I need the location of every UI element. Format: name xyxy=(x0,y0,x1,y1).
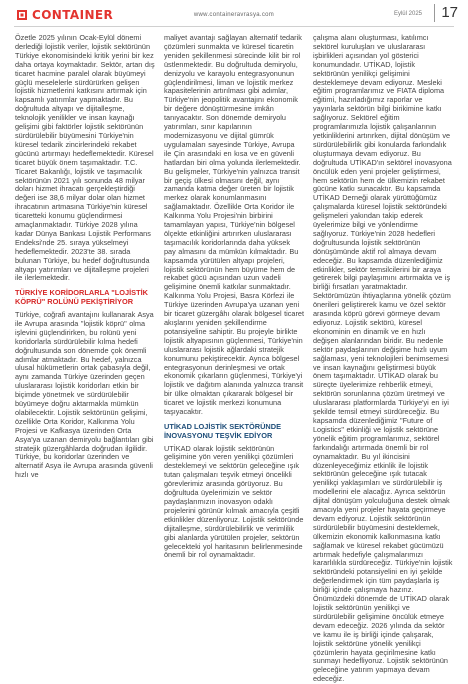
column-3 xyxy=(313,33,453,684)
header-divider xyxy=(14,26,454,27)
paragraph: maliyet avantajı sağlayan alternatif tedarik çözümleri sunmakta ve küresel ticaretin yeniden şekillenmesi sürecinde kilit bir rol üstlenmektedir. Bu doğrultuda demiryolu, denizyolu ve karayolu entegrasyonunun güçlendirilmesi, liman ve lojistik merkez kapasitelerinin artırılması gibi adımlar, Türkiye'nin jeopolitik avantajını ekonomik bir değere dönüştürmesine imkân tanıyacaktır. Son dönemde demiryolu yatırımları, sınır kapılarının modernizasyonu ve dijital gümrük uygulamaları sayesinde Türkiye, Avrupa ile Çin arasındaki en kısa ve en güvenli hatlardan biri olma yolunda ilerlemektedir. Bu gelişmeler, Türkiye'nin yalnızca transit bir geçiş ülkesi olmasını değil, aynı zamanda katma değer üreten bir lojistik merkez olarak konumlanmasını sağlamaktadır. Özellikle Orta Koridor ile Kalkınma Yolu Projesi'nin birbirini tamamlayan yapısı, Türkiye'nin bölgesel ölçekte etkinliğini artırırken uluslararası taşımacılık koridorlarında daha yüksek pay almasını da mümkün kılmaktadır. Bu kapsamda yürütülen altyapı projeleri, lojistik sektörünün hem büyüme hem de rekabet gücü açısından uzun vadeli gelişimine önemli katkılar sunmaktadır. Kalkınma Yolu Projesi, Basra Körfezi ile Türkiye üzerinden Avrupa'ya uzanan yeni bir ticaret güzergâhı olarak bölgesel ticaret akışlarını yeniden şekillendirme potansiyeline sahiptir. Bu projeyle birlikte lojistik altyapısının güçlenmesi, Türkiye'nin uluslararası lojistik ağlardaki stratejik konumunu pekiştirecektir. Ayrıca bölgesel entegrasyonun derinleşmesi ve ortak ekonomik çıkarların güçlenmesi, Türkiye'yi lojistik ve dağıtım alanında yalnızca transit bir ülke olmaktan çıkararak bölgesel bir ticaret ve lojistik merkezi konumuna taşıyacaktır. xyxy=(164,33,304,417)
section-heading: UTİKAD LOJİSTİK SEKTÖRÜNDE İNOVASYONU TEŞVİK EDİYOR xyxy=(164,421,282,440)
page-number: 17 xyxy=(434,4,458,22)
issue-date: Eylül 2025 xyxy=(393,11,422,17)
brand-name: CONTAINER xyxy=(32,8,114,22)
column-2 xyxy=(164,34,304,644)
paragraph: Özetle 2025 yılının Ocak-Eylül dönemi derlediği lojistik veriler, lojistik sektörünün Türkiye ekonomisindeki kritik yerini bir kez daha ortaya koymaktadır. Sektör, artan dış ticaret hacmine paralel olarak büyümeyi güçlü meselelerle sürdürürken gelişen lojistik hizmetlerini katkısını artırmak için kapsamlı yatırımlar yapmaktadır. Bu doğrultuda altyapı ve dijitalleşme, teknolojik yenilikler ve insan kaynağı gelişimi gibi faktörler lojistik sektörünün sürdürülebilir büyümesini Türkiye'nin küresel tedarik zincirlerindeki rekabet gücünü artırmayı hedeflemektedir. Küresel ticaret büyük önem taşımaktadır. T.C. Ticaret Bakanlığı, lojistik ve taşımacılık sektörünün 2021 yılı sonunda 48 milyar doları hizmet ihracatı gerçekleştirdiği değeri ise 38,6 milyar dolar olan hizmet ihracatının artmasına Türkiye'nin küresel ticaretteki konumu güçlendirmesi amaçlanmaktadır. Türkiye 2028 yılına kadar Dünya Bankası Lojistik Performans Endeksi'nde 25. sıraya yükselmeyi hedeflemektedir. 2023'te 38. sırada bulunan Türkiye, bu hedef doğrultusunda altyapı yatırımları ve dijitalleşme projeleri ile ilerlemektedir. xyxy=(15,33,155,283)
paragraph: Türkiye, coğrafi avantajını kullanarak Asya ile Avrupa arasında "lojistik köprü" olma işlevini güçlendirirken, bu rolünü yeni koridorlarla sürdürülebilir kılma hedefi doğrultusunda son dönemde çok önemli adımlar atmaktadır. Bu hedef, yalnızca ulusal hükümetlerin ortak çabasıyla değil, aynı zamanda Türkiye üzerinden geçen uluslararası lojistik koridorları etkin bir biçimde yönetmek ve sürdürülebilir büyümeye doğru aktarmakla mümkün olabilecektir. Lojistik sektörünün gelişimi, özellikle Orta Koridor, Kalkınma Yolu Projesi ve Kafkasya üzerinden Orta Asya'ya uzanan demiryolu bağlantıları gibi stratejik güzergâhlarda doğrudan ilgilidir. Türkiye, bu koridorlar üzerinden ve alternatif Asya ile Avrupa arasında güvenli hızlı ve xyxy=(15,309,154,480)
article-body xyxy=(15,33,453,684)
paragraph: çalışma alanı oluşturması, katılımcı sektörel kuruluşları ve uluslararası işbirlikleri açısından yol gösterici konumundadır. UTİKAD, lojistik sektörünün yenilikçi gelişimini desteklemeye devam ediyoruz. Mesleki eğitim programlarımız ve FIATA diploma eğitimi, hazırladığımız raporlar ve yayınlarla sektörün bilgi birikimine katkı sağlıyoruz. Sektörel eğitim programlarımızla lojistik çalışanlarının yetkinliklerini artırırken, dijital dönüşüm ve sürdürülebilirlik gibi konularda farkındalık oluşturmaya devam ediyoruz. Bu doğrultuda UTİKAD'ın sektörel inovasyona öncülük eden yeni projeler geliştirmesi, hem sektörün hem de ülkemizin rekabet gücüne katkı sunacaktır. Bu kapsamda UTİKAD Derneği olarak yürüttüğümüz çalışmalarda küresel lojistik sektöründeki gelişmeleri yakından takip ederek üyelerimize bilgi ve yönlendirme sağlıyoruz. Türkiye'nin 2028 hedefleri doğrultusunda lojistik sektörünün dönüşümünde aktif rol almaya devam edeceğiz. Bu kapsamda düzenlediğimiz etkinlikler, sektör temsilcilerini bir araya getirerek bilgi paylaşımını artırmakta ve iş birliği fırsatları yaratmaktadır. Sektörümüzün ihtiyaçlarına yönelik çözüm önerileri geliştirerek kamu ve özel sektör arasında köprü görevi görmeye devam ediyoruz. Lojistik sektörü, küresel ekonominin en dinamik ve en hızlı değişen alanlarından biridir. Bu nedenle sektör paydaşlarının değişime hızlı uyum sağlaması, yeni teknolojileri benimsemesi ve insan kaynağını geliştirmesi büyük önem taşımaktadır. UTİKAD olarak bu süreçte üyelerimize rehberlik etmeyi, sektörün sorunlarına çözüm üretmeyi ve uluslararası platformlarda Türkiye'yi en iyi şekilde temsil etmeyi sürdüreceğiz. Bu kapsamda düzenlediğimiz "Future of Logistics" etkinliği ve lojistik sektörüne yönelik eğitim programlarımız, sektörel farkındalığı artırmada önemli bir rol oynamaktadır. Bu yıl ikincisini düzenleyeceğimiz etkinlik ile lojistik sektörünün geleceğine ışık tutacak yenilikçi yaklaşımları ve sürdürülebilir iş modellerini ele alacağız. Ayrıca sektörün dijital dönüşüm yolculuğuna destek olmak amacıyla yeni projeler hayata geçirmeye devam ediyoruz. Lojistik sektörünün sürdürülebilir büyümesini desteklemek, ülkemizin ekonomik kalkınmasına katkı sağlamak ve küresel rekabet gücümüzü artırmak hedefiyle çalışmalarımızı kararlılıkla sürdüreceğiz. Türkiye'nin lojistik sektöründeki potansiyelini en iyi şekilde değerlendirmek için tüm paydaşlarla iş birliği içinde çalışmaya hazırız. Önümüzdeki dönemde de UTİKAD olarak lojistik sektörünün yenilikçi ve sürdürülebilir gelişimine öncülük etmeye devam edeceğiz. 2026 yılında da sektör ve kamu ile iş birliği içinde çalışarak, lojistik sektörüne yönelik yenilikçi çözümlerin hayata geçirilmesine katkı sunmayı hedefliyoruz. Lojistik sektörünün geleceğine yatırım yapmaya devam edeceğiz. xyxy=(313,33,453,684)
section-heading: TÜRKİYE KORİDORLARLA "LOJİSTİK KÖPRÜ" ROLÜNÜ PEKİŞTİRİYOR xyxy=(15,288,148,307)
paragraph: UTİKAD olarak lojistik sektörünün gelişimine yön veren yenilikçi çözümleri desteklemeyi ve sektörün geleceğine ışık tutan çalışmaları teşvik etmeyi öncelikli görevlerimiz arasında görüyoruz. Bu doğrultuda üyelerimizin ve sektör paydaşlarımızın inovasyon odaklı projelerini görünür kılmak amacıyla çeşitli etkinlikler düzenliyoruz. Lojistik sektöründe dijitalleşme, sürdürülebilirlik ve verimlilik gibi alanlarda yürütülen projeler, sektörün gelecekteki yol haritasının belirlenmesinde önemli bir rol oynamaktadır. xyxy=(164,443,304,560)
column-1 xyxy=(15,34,155,644)
site-url: www.containeravrasya.com xyxy=(193,12,275,18)
page-header xyxy=(0,0,468,32)
